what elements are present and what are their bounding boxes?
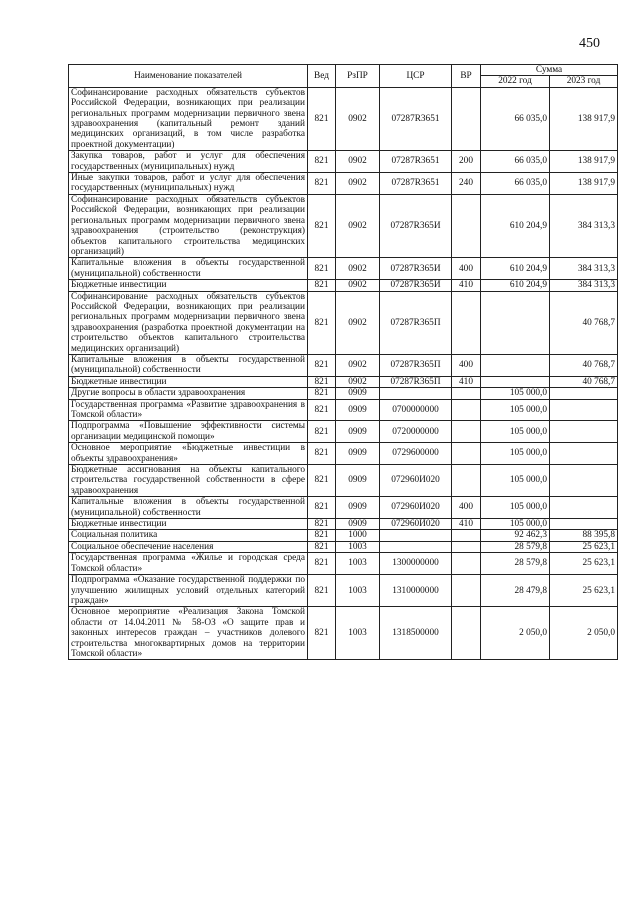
cell-vr xyxy=(452,553,481,575)
cell-csr: 07287R365П xyxy=(380,354,452,376)
cell-vr: 410 xyxy=(452,376,481,387)
cell-ved: 821 xyxy=(308,354,336,376)
table-row xyxy=(69,291,618,354)
cell-2023: 25 623,1 xyxy=(550,553,618,575)
cell-name: Софинансирование расходных обязательств субъектов Российской Федерации, возникающих при реализации региональных программ модернизации первичного звена здравоохранения (разработка проектной документации на строительство объектов капитального строительства медицинских организаций) xyxy=(69,291,308,354)
table-row xyxy=(69,607,618,660)
cell-2022: 92 462,3 xyxy=(481,530,550,541)
table-row xyxy=(69,530,618,541)
cell-ved: 821 xyxy=(308,399,336,421)
cell-ved: 821 xyxy=(308,541,336,552)
cell-vr: 410 xyxy=(452,519,481,530)
cell-csr: 1300000000 xyxy=(380,553,452,575)
cell-2022: 105 000,0 xyxy=(481,388,550,399)
cell-rzpr: 0902 xyxy=(336,173,380,195)
cell-2022: 610 204,9 xyxy=(481,194,550,257)
cell-rzpr: 1003 xyxy=(336,541,380,552)
cell-rzpr: 0909 xyxy=(336,497,380,519)
header-csr: ЦСР xyxy=(380,65,452,88)
cell-vr xyxy=(452,388,481,399)
cell-2023: 138 917,9 xyxy=(550,87,618,150)
cell-ved: 821 xyxy=(308,443,336,465)
cell-rzpr: 1003 xyxy=(336,575,380,607)
table-row xyxy=(69,443,618,465)
cell-2023: 138 917,9 xyxy=(550,151,618,173)
table-row xyxy=(69,87,618,150)
cell-name: Капитальные вложения в объекты государственной (муниципальной) собственности xyxy=(69,258,308,280)
header-ved: Вед xyxy=(308,65,336,88)
cell-2022: 28 579,8 xyxy=(481,541,550,552)
cell-name: Социальное обеспечение населения xyxy=(69,541,308,552)
cell-name: Бюджетные инвестиции xyxy=(69,519,308,530)
cell-csr: 07287R365П xyxy=(380,291,452,354)
cell-vr xyxy=(452,87,481,150)
cell-csr: 07287R365И xyxy=(380,280,452,291)
cell-2022: 66 035,0 xyxy=(481,151,550,173)
table-header xyxy=(69,65,618,88)
cell-csr xyxy=(380,541,452,552)
cell-ved: 821 xyxy=(308,530,336,541)
header-sum: Сумма xyxy=(481,65,618,76)
cell-vr xyxy=(452,530,481,541)
table-row xyxy=(69,519,618,530)
header-name: Наименование показателей xyxy=(69,65,308,88)
cell-rzpr: 0902 xyxy=(336,354,380,376)
cell-vr xyxy=(452,465,481,497)
cell-ved: 821 xyxy=(308,258,336,280)
header-2022: 2022 год xyxy=(481,76,550,87)
cell-ved: 821 xyxy=(308,553,336,575)
cell-rzpr: 0902 xyxy=(336,87,380,150)
cell-csr: 1318500000 xyxy=(380,607,452,660)
cell-name: Капитальные вложения в объекты государственной (муниципальной) собственности xyxy=(69,497,308,519)
cell-2023 xyxy=(550,443,618,465)
cell-2022: 2 050,0 xyxy=(481,607,550,660)
cell-2022: 610 204,9 xyxy=(481,258,550,280)
cell-2023: 384 313,3 xyxy=(550,258,618,280)
table-row xyxy=(69,541,618,552)
cell-ved: 821 xyxy=(308,291,336,354)
cell-2023: 25 623,1 xyxy=(550,575,618,607)
cell-name: Государственная программа «Жилье и городская среда Томской области» xyxy=(69,553,308,575)
page-number: 450 xyxy=(579,36,600,51)
cell-csr: 07287R365И xyxy=(380,194,452,257)
cell-rzpr: 0902 xyxy=(336,258,380,280)
table-row xyxy=(69,151,618,173)
cell-ved: 821 xyxy=(308,376,336,387)
cell-2023: 2 050,0 xyxy=(550,607,618,660)
cell-csr: 072960И020 xyxy=(380,497,452,519)
cell-2023: 384 313,3 xyxy=(550,194,618,257)
cell-2023: 138 917,9 xyxy=(550,173,618,195)
cell-ved: 821 xyxy=(308,173,336,195)
cell-vr: 200 xyxy=(452,151,481,173)
cell-ved: 821 xyxy=(308,280,336,291)
cell-2022: 105 000,0 xyxy=(481,399,550,421)
table-row xyxy=(69,376,618,387)
cell-rzpr: 1000 xyxy=(336,530,380,541)
header-rzpr: РзПР xyxy=(336,65,380,88)
table-row xyxy=(69,497,618,519)
cell-vr: 400 xyxy=(452,354,481,376)
table-row xyxy=(69,553,618,575)
cell-ved: 821 xyxy=(308,607,336,660)
cell-csr: 0729600000 xyxy=(380,443,452,465)
cell-2023: 40 768,7 xyxy=(550,291,618,354)
cell-name: Основное мероприятие «Бюджетные инвестиции в объекты здравоохранения» xyxy=(69,443,308,465)
cell-csr: 0720000000 xyxy=(380,421,452,443)
cell-2022: 105 000,0 xyxy=(481,443,550,465)
cell-vr xyxy=(452,399,481,421)
cell-csr: 07287R365И xyxy=(380,258,452,280)
cell-ved: 821 xyxy=(308,388,336,399)
cell-rzpr: 0902 xyxy=(336,280,380,291)
cell-vr xyxy=(452,541,481,552)
cell-2022: 28 579,8 xyxy=(481,553,550,575)
cell-name: Софинансирование расходных обязательств субъектов Российской Федерации, возникающих при реализации региональных программ модернизации первичного звена здравоохранения (строительство (реконструкция) объектов капитального строительства медицинских организаций) xyxy=(69,194,308,257)
cell-rzpr: 1003 xyxy=(336,553,380,575)
cell-2022: 28 479,8 xyxy=(481,575,550,607)
cell-name: Софинансирование расходных обязательств субъектов Российской Федерации, возникающих при реализации региональных программ модернизации первичного звена здравоохранения (капитальный ремонт зданий медицинских организаций, в том числе разработка проектной документации) xyxy=(69,87,308,150)
cell-name: Бюджетные ассигнования на объекты капитального строительства государственной собственности в сфере здравоохранения xyxy=(69,465,308,497)
cell-name: Подпрограмма «Повышение эффективности системы организации медицинской помощи» xyxy=(69,421,308,443)
cell-rzpr: 0909 xyxy=(336,519,380,530)
cell-name: Закупка товаров, работ и услуг для обеспечения государственных (муниципальных) нужд xyxy=(69,151,308,173)
cell-vr: 400 xyxy=(452,497,481,519)
cell-2022: 105 000,0 xyxy=(481,519,550,530)
table-row xyxy=(69,280,618,291)
cell-rzpr: 0902 xyxy=(336,194,380,257)
table-row xyxy=(69,173,618,195)
table-row xyxy=(69,258,618,280)
budget-table xyxy=(68,64,618,660)
cell-2022 xyxy=(481,354,550,376)
cell-2022: 66 035,0 xyxy=(481,87,550,150)
cell-vr: 410 xyxy=(452,280,481,291)
cell-2023 xyxy=(550,465,618,497)
cell-2023: 40 768,7 xyxy=(550,376,618,387)
cell-vr: 240 xyxy=(452,173,481,195)
cell-rzpr: 0902 xyxy=(336,376,380,387)
cell-rzpr: 0909 xyxy=(336,421,380,443)
cell-name: Другие вопросы в области здравоохранения xyxy=(69,388,308,399)
cell-2023 xyxy=(550,399,618,421)
cell-2023: 88 395,8 xyxy=(550,530,618,541)
table-row xyxy=(69,399,618,421)
cell-csr: 07287R3651 xyxy=(380,173,452,195)
cell-rzpr: 0909 xyxy=(336,443,380,465)
cell-ved: 821 xyxy=(308,465,336,497)
cell-2022 xyxy=(481,291,550,354)
cell-vr xyxy=(452,194,481,257)
cell-ved: 821 xyxy=(308,421,336,443)
cell-csr xyxy=(380,530,452,541)
cell-csr: 07287R3651 xyxy=(380,151,452,173)
cell-2023 xyxy=(550,388,618,399)
cell-vr xyxy=(452,443,481,465)
cell-2023 xyxy=(550,421,618,443)
header-vr: ВР xyxy=(452,65,481,88)
cell-name: Социальная политика xyxy=(69,530,308,541)
cell-name: Основное мероприятие «Реализация Закона Томской области от 14.04.2011 № 58-ОЗ «О защите прав и законных интересов граждан – участников долевого строительства многоквартирных домов на территории Томской области» xyxy=(69,607,308,660)
cell-ved: 821 xyxy=(308,87,336,150)
cell-2022: 610 204,9 xyxy=(481,280,550,291)
table-row xyxy=(69,354,618,376)
cell-ved: 821 xyxy=(308,519,336,530)
cell-name: Бюджетные инвестиции xyxy=(69,280,308,291)
cell-ved: 821 xyxy=(308,497,336,519)
table-row xyxy=(69,194,618,257)
cell-csr: 07287R365П xyxy=(380,376,452,387)
cell-rzpr: 0909 xyxy=(336,465,380,497)
cell-2023: 25 623,1 xyxy=(550,541,618,552)
cell-rzpr: 0909 xyxy=(336,388,380,399)
cell-vr xyxy=(452,575,481,607)
cell-csr: 072960И020 xyxy=(380,519,452,530)
cell-rzpr: 0902 xyxy=(336,291,380,354)
cell-vr xyxy=(452,291,481,354)
cell-ved: 821 xyxy=(308,194,336,257)
cell-csr: 072960И020 xyxy=(380,465,452,497)
cell-csr: 1310000000 xyxy=(380,575,452,607)
cell-ved: 821 xyxy=(308,575,336,607)
cell-2022: 66 035,0 xyxy=(481,173,550,195)
cell-2022 xyxy=(481,376,550,387)
cell-name: Государственная программа «Развитие здравоохранения в Томской области» xyxy=(69,399,308,421)
cell-csr: 07287R3651 xyxy=(380,87,452,150)
cell-2022: 105 000,0 xyxy=(481,465,550,497)
cell-name: Бюджетные инвестиции xyxy=(69,376,308,387)
cell-name: Капитальные вложения в объекты государственной (муниципальной) собственности xyxy=(69,354,308,376)
cell-csr xyxy=(380,388,452,399)
cell-rzpr: 1003 xyxy=(336,607,380,660)
table-row xyxy=(69,465,618,497)
table-body xyxy=(69,87,618,660)
cell-rzpr: 0909 xyxy=(336,399,380,421)
cell-name: Иные закупки товаров, работ и услуг для обеспечения государственных (муниципальных) нужд xyxy=(69,173,308,195)
header-2023: 2023 год xyxy=(550,76,618,87)
cell-ved: 821 xyxy=(308,151,336,173)
cell-2022: 105 000,0 xyxy=(481,421,550,443)
cell-rzpr: 0902 xyxy=(336,151,380,173)
cell-vr: 400 xyxy=(452,258,481,280)
cell-csr: 0700000000 xyxy=(380,399,452,421)
table-row xyxy=(69,575,618,607)
cell-vr xyxy=(452,607,481,660)
cell-vr xyxy=(452,421,481,443)
table-row xyxy=(69,421,618,443)
table-row xyxy=(69,388,618,399)
cell-2023 xyxy=(550,497,618,519)
cell-2023 xyxy=(550,519,618,530)
cell-name: Подпрограмма «Оказание государственной поддержки по улучшению жилищных условий отдельных категорий граждан» xyxy=(69,575,308,607)
cell-2022: 105 000,0 xyxy=(481,497,550,519)
cell-2023: 40 768,7 xyxy=(550,354,618,376)
cell-2023: 384 313,3 xyxy=(550,280,618,291)
